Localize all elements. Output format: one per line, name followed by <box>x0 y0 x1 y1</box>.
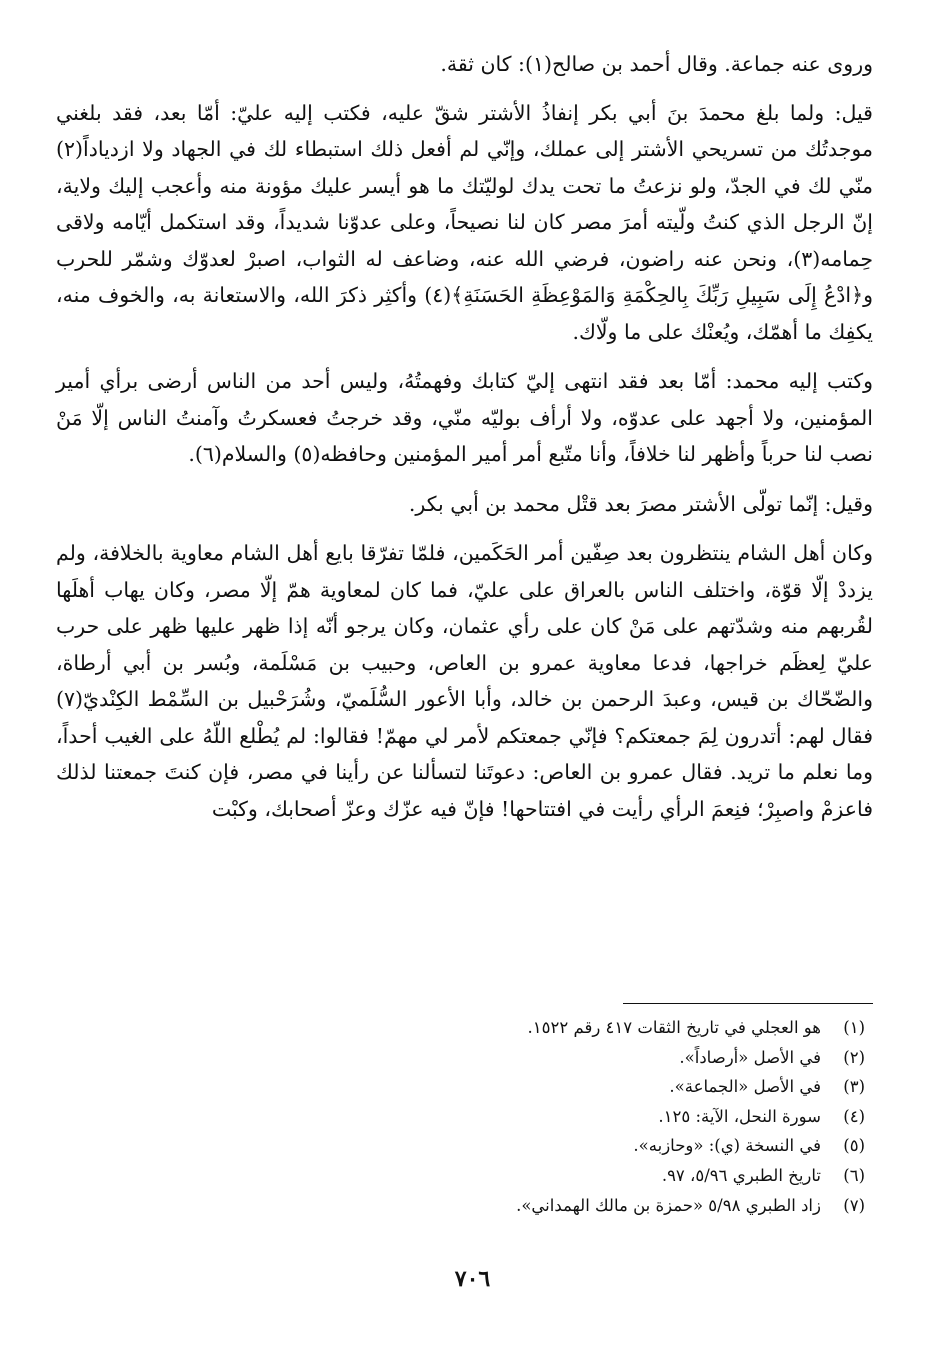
page-number: ٧٠٦ <box>454 1266 491 1292</box>
footnote <box>60 1131 865 1161</box>
footnotes <box>60 1013 865 1220</box>
footnote-number: (٤) <box>843 1106 865 1126</box>
footnote-text: في الأصل «الجماعة». <box>669 1077 821 1097</box>
footnote <box>60 1013 865 1043</box>
footnote-number: (١) <box>843 1018 865 1037</box>
footnote-number: (٣) <box>843 1077 865 1097</box>
footnote <box>60 1072 865 1102</box>
footnote <box>60 1043 865 1073</box>
footnote-text: هو العجلي في تاريخ الثقات ٤١٧ رقم ١٥٢٢. <box>527 1018 821 1037</box>
footnote-text: في الأصل «أرصاداً». <box>679 1047 821 1067</box>
footnote-text: تاريخ الطبري ٥/٩٦، ٩٧. <box>661 1165 821 1185</box>
paragraph: قيل: ولما بلغ محمدَ بنَ أبي بكر إنفاذُ الأشتر شقّ عليه، فكتب إليه عليّ: أمّا بعد، فقد بلغني موجدتُك من تسريحي الأشتر إلى عملك، وإنّي لم أفعل ذلك استبطاء لك في الجهاد ولا ازدياداً(٢) منّي لك في الجدّ، ولو نزعتُ ما تحت يدك لوليّتك ما هو أيسر عليك مؤونة منه وأعجب إليك ولاية، إنّ الرجل الذي كنتُ ولّيته أمرَ مصر كان لنا نصيحاً، وعلى عدوّنا شديداً، وقد استكمل أيّامه ولاقى حِمامه(٣)، ونحن عنه راضون، فرضي الله عنه، وضاعف له الثواب، اصبرْ لعدوّك وشمّر للحرب و﴿ادْعُ إِلَى سَبِيلِ رَبِّكَ بِالحِكْمَةِ وَالمَوْعِظَةِ الحَسَنَةِ﴾(٤) وأكثِر ذكرَ الله، والاستعانة به، والخوف منه، يكفِك ما أهمّك، ويُعنْك على ما ولّاك. <box>56 100 873 344</box>
footnote <box>60 1102 865 1132</box>
footnote <box>60 1161 865 1191</box>
footnote-text: سورة النحل، الآية: ١٢٥. <box>658 1106 821 1126</box>
footnote-number: (٦) <box>843 1165 865 1185</box>
footnote-separator <box>623 1003 873 1004</box>
main-text <box>56 46 873 840</box>
footnote-number: (٢) <box>843 1047 865 1067</box>
footnote <box>60 1191 865 1221</box>
footnote-text: في النسخة (ي): «وحازبه». <box>633 1136 821 1156</box>
footnote-number: (٧) <box>843 1195 865 1215</box>
footnote-number: (٥) <box>843 1136 865 1156</box>
paragraph: وكان أهل الشام ينتظرون بعد صِفّين أمر الحَكَمين، فلمّا تفرّقا بايع أهل الشام معاوية بالخلافة، ولم يزددْ إلّا قوّة، واختلف الناس بالعراق على عليّ، فما كان لمعاوية همّ إلّا مصر، وكان يهاب أهلَها لقُربهم منه وشدّتهم على مَنْ كان على رأي عثمان، وكان يرجو أنّه إذا ظهر عليها ظهر على حرب عليّ لِعظَم خراجها، فدعا معاوية عمرو بن العاص، وحبيب بن مَسْلَمة، وبُسر بن أبي أرطاة، والضّحّاك بن قيس، وعبدَ الرحمن بن خالد، وأبا الأعور السُّلَميّ، وشُرَحْبيل بن السِّمْط الكِنْديّ(٧) فقال لهم: أتدرون لِمَ جمعتكم؟ فإنّي جمعتكم لأمر لي مهمّ! فقالوا: لم يُطْلع اللّهُ على الغيب أحداً، وما نعلم ما تريد. فقال عمرو بن العاص: دعوتَنا لتسألنا عن رأينا في مصر، فإن كنتَ جمعتنا لذلك فاعزمْ واصبِرْ؛ فنِعمَ الرأي رأيت في افتتاحها! فإنّ فيه عزّك وعزّ أصحابك، وكبْت <box>56 541 873 821</box>
paragraph: وروى عنه جماعة. وقال أحمد بن صالح(١): كان ثقة. <box>440 52 873 76</box>
footnote-text: زاد الطبري ٥/٩٨ «حمزة بن مالك الهمداني». <box>516 1195 821 1215</box>
paragraph: وكتب إليه محمد: أمّا بعد فقد انتهى إليّ كتابك وفهمتُهُ، وليس أحد من الناس أرضى برأي أمير المؤمنين، ولا أجهد على عدوّه، ولا أرأف بوليّه منّي، وقد خرجتُ فعسكرتُ وآمنتُ الناس إلّا مَنْ نصب لنا حرباً وأظهر لنا خلافاً، وأنا متّبع أمر أمير المؤمنين وحافظه(٥) والسلام(٦). <box>56 369 873 466</box>
paragraph: وقيل: إنّما تولّى الأشتر مصرَ بعد قتْل محمد بن أبي بكر. <box>408 491 873 516</box>
